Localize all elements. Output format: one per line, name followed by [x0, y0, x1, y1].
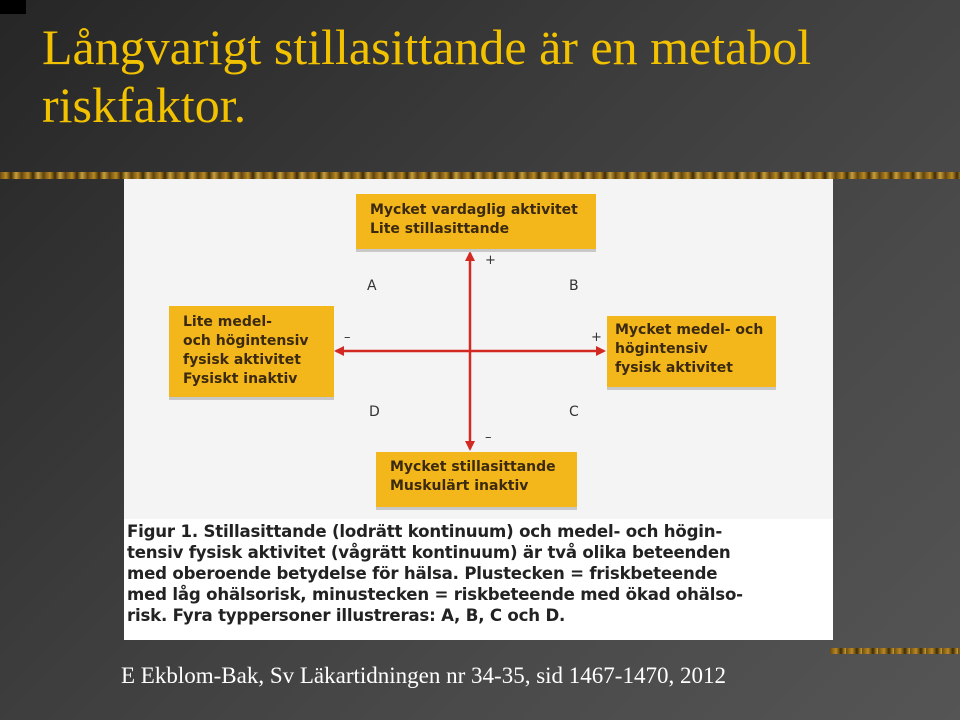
figure-caption — [124, 519, 833, 640]
sign-right: + — [591, 330, 602, 345]
corner-mark — [0, 0, 26, 14]
caption-line: med låg ohälsorisk, minustecken = riskbeteende med ökad ohälso- — [127, 585, 743, 604]
quadrant-label-a: A — [367, 278, 377, 294]
sign-bottom: – — [485, 430, 492, 445]
top-box — [356, 194, 596, 249]
decorative-rule — [0, 172, 960, 179]
right-box — [607, 316, 776, 387]
bottom-box-line: Muskulärt inaktiv — [390, 478, 529, 494]
quadrant-label-d: D — [369, 404, 380, 420]
sign-top: + — [485, 253, 496, 268]
decorative-rule-right — [830, 648, 960, 654]
right-box-line: högintensiv — [615, 341, 708, 357]
caption-line: tensiv fysisk aktivitet (vågrätt kontinuum) är två olika beteenden — [127, 543, 731, 562]
top-box-line: Mycket vardaglig aktivitet — [370, 202, 578, 218]
left-box-line: fysisk aktivitet — [183, 352, 301, 368]
caption-line: risk. Fyra typpersoner illustreras: A, B, C och D. — [127, 606, 566, 625]
slide-title: Långvarigt stillasittande är en metabol riskfaktor. — [42, 19, 812, 133]
left-box-line: Lite medel- — [183, 314, 272, 330]
sign-left: – — [344, 330, 351, 345]
caption-line: Figur 1. Stillasittande (lodrätt kontinuum) och medel- och högin- — [127, 522, 723, 541]
caption-line: med oberoende betydelse för hälsa. Plustecken = friskbeteende — [127, 564, 718, 583]
quadrant-label-b: B — [569, 278, 579, 294]
figure — [124, 179, 833, 640]
right-box-line: Mycket medel- och — [615, 322, 764, 338]
quadrant-label-c: C — [569, 404, 579, 420]
bottom-box — [376, 452, 577, 507]
source-citation: E Ekblom-Bak, Sv Läkartidningen nr 34-35, sid 1467-1470, 2012 — [121, 663, 726, 688]
bottom-box-line: Mycket stillasittande — [390, 459, 556, 475]
right-box-line: fysisk aktivitet — [615, 360, 733, 376]
left-box-line: och högintensiv — [183, 333, 309, 349]
top-box-line: Lite stillasittande — [370, 221, 510, 237]
left-box-line: Fysiskt inaktiv — [183, 371, 298, 387]
left-box — [169, 306, 334, 397]
